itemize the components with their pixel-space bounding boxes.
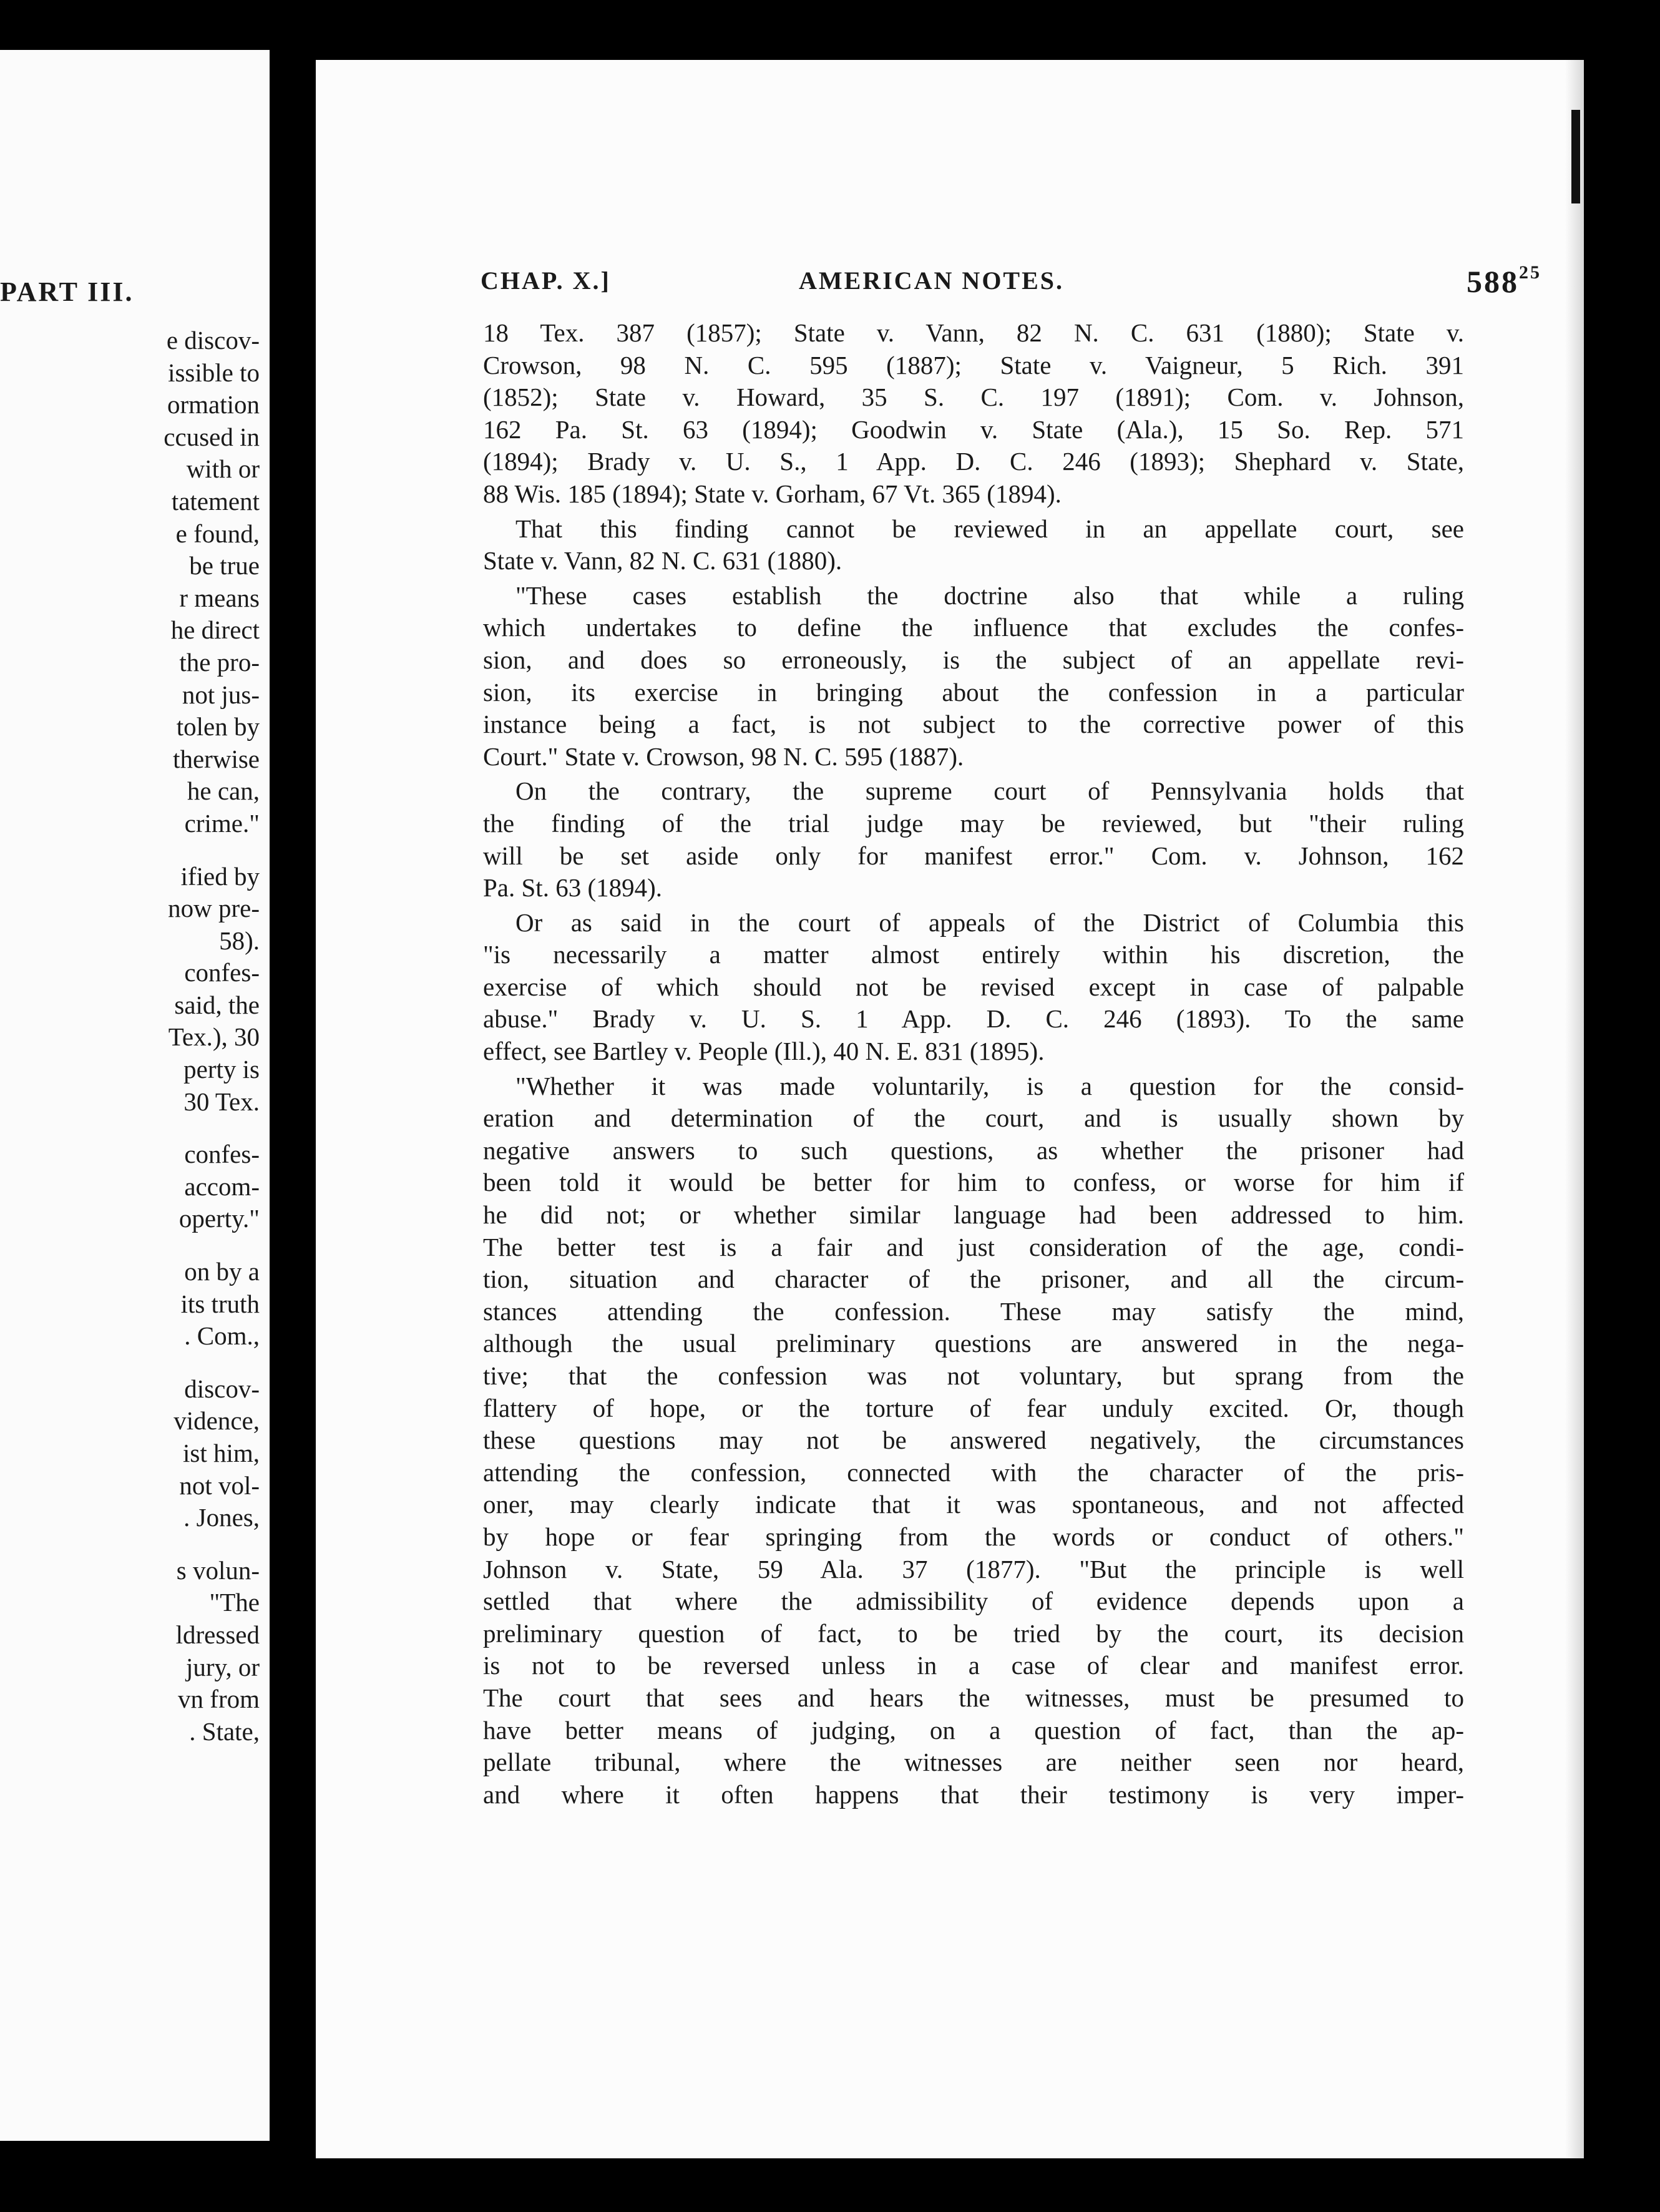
left-text-line: vidence, — [173, 1406, 260, 1436]
text-line: stances attending the confession. These may satisfy the mind, — [483, 1296, 1464, 1326]
left-text-line: confes- — [184, 1140, 260, 1169]
paragraph — [483, 907, 1464, 1068]
left-text-line: he direct — [170, 615, 260, 645]
left-text-line: said, the — [174, 990, 260, 1019]
text-line: negative answers to such questions, as whether the prisoner had — [483, 1135, 1464, 1165]
left-text-line: he can, — [187, 776, 260, 806]
text-line: (1852); State v. Howard, 35 S. C. 197 (1891); Com. v. Johnson, — [483, 383, 1464, 412]
paragraph — [483, 317, 1464, 511]
running-head — [481, 262, 1541, 310]
text-line: which undertakes to define the influence that excludes the confes- — [483, 613, 1464, 642]
text-line: and where it often happens that their testimony is very imper- — [483, 1779, 1464, 1809]
left-text-line: accom- — [184, 1172, 260, 1201]
left-text-line: Tex.), 30 — [168, 1022, 260, 1052]
text-line: exercise of which should not be revised except in case of palpable — [483, 972, 1464, 1001]
text-line: pellate tribunal, where the witnesses are neither seen nor heard, — [483, 1748, 1464, 1777]
text-line: tive; that the confession was not voluntary, but sprang from the — [483, 1361, 1464, 1390]
left-text-line: 58). — [219, 926, 260, 955]
text-line: have better means of judging, on a question of fact, than the ap- — [483, 1715, 1464, 1745]
section-title: AMERICAN NOTES. — [799, 267, 1065, 295]
text-line: although the usual preliminary questions are answered in the nega- — [483, 1329, 1464, 1358]
line-gap — [0, 1235, 260, 1256]
left-text-line: not jus- — [182, 680, 260, 709]
text-line: Crowson, 98 N. C. 595 (1887); State v. Vaigneur, 5 Rich. 391 — [483, 350, 1464, 379]
text-line: the finding of the trial judge may be reviewed, but "their ruling — [483, 808, 1464, 838]
text-line: will be set aside only for manifest error." Com. v. Johnson, 162 — [483, 841, 1464, 870]
left-text-line: now pre- — [168, 894, 260, 923]
left-text-line: issible to — [168, 358, 260, 387]
right-page — [316, 60, 1584, 2158]
left-text-line: therwise — [173, 744, 260, 773]
paragraph — [483, 580, 1464, 773]
text-line: eration and determination of the court, and is usually shown by — [483, 1104, 1464, 1133]
left-text-line: crime." — [184, 808, 260, 838]
left-text-line: perty is — [183, 1055, 260, 1084]
left-text-line: operty." — [178, 1204, 260, 1233]
text-line: by hope or fear springing from the words or conduct of others." — [483, 1522, 1464, 1551]
line-gap — [0, 1534, 260, 1555]
chapter-label: CHAP. X.] — [481, 267, 611, 295]
text-line: 18 Tex. 387 (1857); State v. Vann, 82 N. C. 631 (1880); State v. — [483, 318, 1464, 347]
left-text-line: ormation — [167, 390, 260, 419]
paragraph — [483, 513, 1464, 577]
left-text-line: be true — [189, 551, 260, 580]
left-text-line: r means — [179, 583, 260, 612]
line-gap — [0, 840, 260, 861]
left-facing-page — [0, 50, 270, 2141]
text-line: 88 Wis. 185 (1894); State v. Gorham, 67 Vt. 365 (1894). — [483, 479, 1062, 508]
text-line: Court." State v. Crowson, 98 N. C. 595 (1887). — [483, 741, 964, 771]
left-text-line: with or — [186, 454, 260, 484]
left-text-line: e found, — [175, 519, 260, 548]
left-text-line: . Com., — [184, 1321, 260, 1351]
paragraph — [483, 775, 1464, 904]
left-text-line: ccused in — [164, 422, 260, 451]
text-line: instance being a fact, is not subject to the corrective power of this — [483, 710, 1464, 739]
text-line: sion, its exercise in bringing about the confession in a particular — [483, 677, 1464, 707]
text-line: That this finding cannot be reviewed in an appellate court, see — [515, 514, 1464, 543]
text-line: The court that sees and hears the witnesses, must be presumed to — [483, 1683, 1464, 1712]
text-line: 162 Pa. St. 63 (1894); Goodwin v. State (Ala.), 15 So. Rep. 571 — [483, 414, 1464, 444]
text-line: (1894); Brady v. U. S., 1 App. D. C. 246 (1893); Shephard v. State, — [483, 447, 1464, 476]
page-number-superscript: 25 — [1519, 262, 1541, 283]
paragraph — [483, 1070, 1464, 1811]
text-line: oner, may clearly indicate that it was spontaneous, and not affected — [483, 1490, 1464, 1519]
left-text-line: tolen by — [176, 712, 260, 741]
left-page-text-fragments — [0, 325, 260, 1748]
left-text-line: s volun- — [176, 1555, 260, 1585]
text-line: been told it would be better for him to confess, or worse for him if — [483, 1168, 1464, 1197]
page-edge-shadow — [1565, 60, 1584, 2158]
left-text-line: confes- — [184, 958, 260, 987]
left-text-line: e discov- — [166, 326, 260, 355]
left-text-line: ified by — [180, 861, 260, 891]
text-line: sion, and does so erroneously, is the subject of an appellate revi- — [483, 645, 1464, 674]
left-text-line: the pro- — [179, 647, 260, 677]
text-line: these questions may not be answered negatively, the circumstances — [483, 1426, 1464, 1455]
text-line: abuse." Brady v. U. S. 1 App. D. C. 246 (1893). To the same — [483, 1004, 1464, 1034]
left-text-line: . Jones, — [183, 1503, 260, 1532]
text-line: "Whether it was made voluntarily, is a question for the consid- — [515, 1071, 1464, 1100]
text-line: On the contrary, the supreme court of Pennsylvania holds that — [515, 776, 1464, 806]
left-text-line: "The — [209, 1588, 260, 1617]
text-line: preliminary question of fact, to be tried by the court, its decision — [483, 1618, 1464, 1648]
left-text-line: . State, — [189, 1716, 260, 1746]
body-text — [483, 317, 1464, 1813]
text-line: Johnson v. State, 59 Ala. 37 (1877). "But the principle is well — [483, 1554, 1464, 1583]
left-text-line: 30 Tex. — [183, 1087, 260, 1116]
text-line: tion, situation and character of the prisoner, and all the circum- — [483, 1265, 1464, 1294]
line-gap — [0, 1353, 260, 1373]
text-line: flattery of hope, or the torture of fear unduly excited. Or, though — [483, 1393, 1464, 1422]
left-text-line: ldressed — [175, 1620, 260, 1649]
page-number: $588^{25}$ — [1467, 262, 1541, 299]
text-line: State v. Vann, 82 N. C. 631 (1880). — [483, 546, 842, 575]
left-running-head: PART III. — [0, 276, 134, 307]
left-text-line: on by a — [184, 1257, 260, 1286]
text-line: attending the confession, connected with the character of the pris- — [483, 1457, 1464, 1487]
left-text-line: its truth — [180, 1289, 260, 1318]
text-line: is not to be reversed unless in a case of clear and manifest error. — [483, 1651, 1464, 1680]
text-line: he did not; or whether similar language had been addressed to him. — [483, 1200, 1464, 1230]
left-text-line: discov- — [184, 1374, 260, 1403]
text-line: "is necessarily a matter almost entirely within his discretion, the — [483, 940, 1464, 969]
text-line: Or as said in the court of appeals of the District of Columbia this — [515, 908, 1464, 937]
page-corner-mark — [1571, 110, 1580, 203]
text-line: Pa. St. 63 (1894). — [483, 873, 662, 903]
text-line: settled that where the admissibility of evidence depends upon a — [483, 1587, 1464, 1616]
left-text-line: jury, or — [185, 1652, 260, 1681]
line-gap — [0, 1118, 260, 1138]
left-text-line: not vol- — [179, 1471, 260, 1500]
left-text-line: ist him, — [182, 1439, 260, 1467]
left-text-line: tatement — [171, 486, 260, 516]
text-line: The better test is a fair and just consideration of the age, condi- — [483, 1232, 1464, 1261]
left-text-line: vn from — [178, 1685, 260, 1714]
text-line: "These cases establish the doctrine also that while a ruling — [515, 580, 1464, 610]
text-line: effect, see Bartley v. People (Ill.), 40 N. E. 831 (1895). — [483, 1037, 1045, 1066]
